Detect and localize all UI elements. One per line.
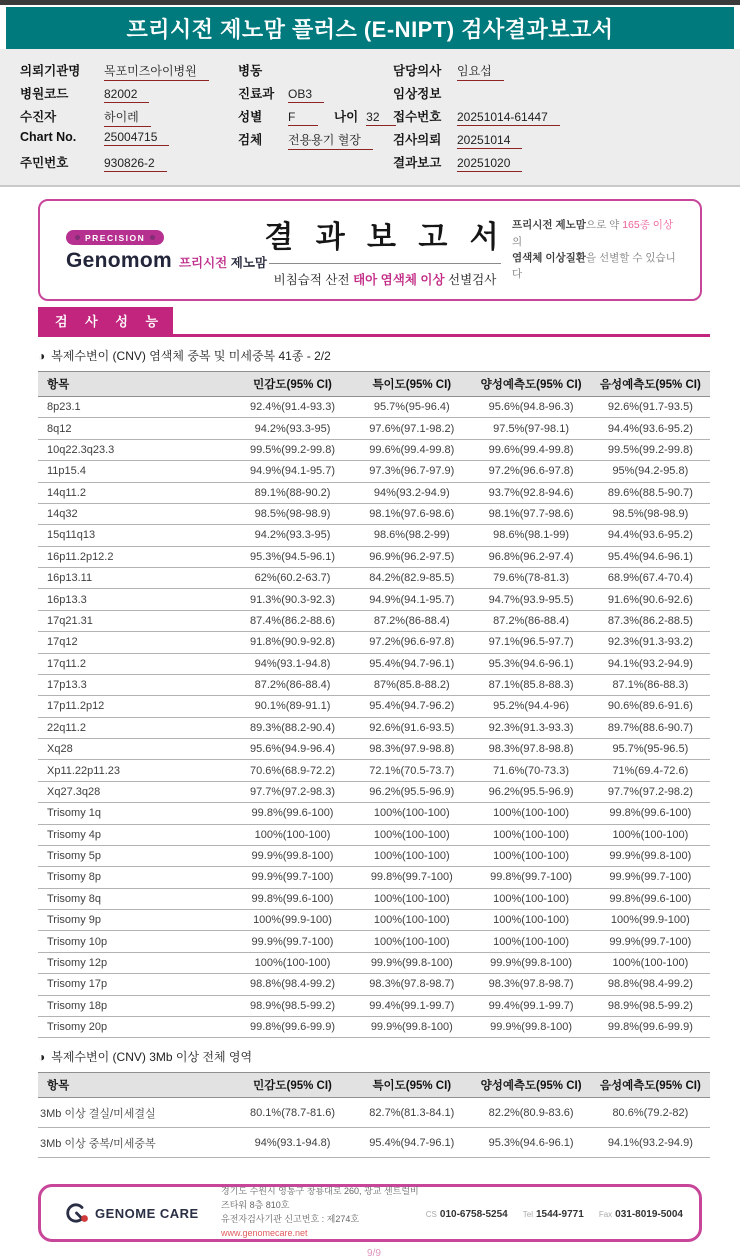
table2-caption	[38, 1048, 710, 1065]
value-cell: 100%(99.9-100)	[591, 910, 710, 931]
info-field	[238, 84, 393, 104]
badge-dot-icon	[150, 235, 155, 240]
patient-info-panel	[0, 49, 740, 187]
value-cell: 68.9%(67.4-70.4)	[591, 568, 710, 589]
item-cell: 3Mb 이상 결실/미세결실	[38, 1098, 233, 1128]
value-cell: 100%(100-100)	[352, 803, 471, 824]
value-cell: 94.4%(93.6-95.2)	[591, 418, 710, 439]
value-cell: 87%(85.8-88.2)	[352, 674, 471, 695]
value-cell: 99.4%(99.1-99.7)	[471, 995, 590, 1016]
value-cell: 99.8%(99.6-100)	[591, 888, 710, 909]
table-row	[38, 974, 710, 995]
info-value: 전용용기 혈장	[288, 131, 373, 150]
table1-head	[38, 372, 710, 397]
value-cell: 92.6%(91.6-93.5)	[352, 717, 471, 738]
value-cell: 95.4%(94.7-96.2)	[352, 696, 471, 717]
value-cell: 100%(100-100)	[233, 824, 352, 845]
table-row	[38, 696, 710, 717]
value-cell: 100%(100-100)	[471, 824, 590, 845]
value-cell: 80.6%(79.2-82)	[591, 1098, 710, 1128]
item-cell: Trisomy 1q	[38, 803, 233, 824]
item-cell: 16p13.3	[38, 589, 233, 610]
footer-box	[38, 1184, 702, 1242]
value-cell: 99.9%(99.8-100)	[471, 952, 590, 973]
info-field	[393, 61, 730, 81]
table-row	[38, 1016, 710, 1037]
info-label: 주민번호	[20, 156, 69, 170]
info-field	[393, 130, 730, 150]
value-cell: 99.6%(99.4-99.8)	[352, 439, 471, 460]
value-cell: 70.6%(68.9-72.2)	[233, 760, 352, 781]
footer-address	[221, 1185, 426, 1241]
item-cell: 10q22.3q23.3	[38, 439, 233, 460]
value-cell: 87.1%(86-88.3)	[591, 674, 710, 695]
info-value: 20251014	[457, 133, 522, 149]
table1-caption	[38, 347, 710, 364]
value-cell: 95.6%(94.9-96.4)	[233, 739, 352, 760]
website-link[interactable]: www.genomecare.net	[221, 1228, 308, 1239]
info-label: Chart No.	[20, 130, 77, 144]
table2-body	[38, 1098, 710, 1158]
value-cell: 89.7%(88.6-90.7)	[591, 717, 710, 738]
value-cell: 98.3%(97.8-98.7)	[352, 974, 471, 995]
info-label: 의뢰기관명	[20, 64, 81, 78]
genomom-logo-korean: 프리시전 제노맘	[178, 256, 267, 270]
column-header: 음성예측도(95% CI)	[591, 372, 710, 397]
value-cell: 98.9%(98.5-99.2)	[591, 995, 710, 1016]
item-cell: Trisomy 8p	[38, 867, 233, 888]
genome-care-logo-text: GENOME CARE	[95, 1205, 199, 1221]
value-cell: 100%(100-100)	[352, 931, 471, 952]
item-cell: 17q12	[38, 632, 233, 653]
header-row	[38, 372, 710, 397]
item-cell: 3Mb 이상 중복/미세중복	[38, 1128, 233, 1158]
table-row	[38, 525, 710, 546]
value-cell: 99.9%(99.8-100)	[352, 952, 471, 973]
value-cell: 72.1%(70.5-73.7)	[352, 760, 471, 781]
value-cell: 97.7%(97.2-98.2)	[591, 781, 710, 802]
value-cell: 100%(100-100)	[352, 910, 471, 931]
info-value: 20251014-61447	[457, 110, 560, 126]
table-row	[38, 952, 710, 973]
genomom-logo: Genomom	[66, 249, 172, 272]
item-cell: 16p11.2p12.2	[38, 546, 233, 567]
half-circle-bullet-icon: ◑	[38, 348, 46, 363]
value-cell: 100%(100-100)	[352, 888, 471, 909]
value-cell: 95.7%(95-96.4)	[352, 397, 471, 418]
value-cell: 99.9%(99.8-100)	[233, 845, 352, 866]
table-row	[38, 503, 710, 524]
cnv-microduplication-performance-table	[38, 371, 710, 1038]
value-cell: 92.4%(91.4-93.3)	[233, 397, 352, 418]
value-cell: 98.3%(97.9-98.8)	[352, 739, 471, 760]
table-row	[38, 546, 710, 567]
value-cell: 99.5%(99.2-99.8)	[591, 439, 710, 460]
info-value: 32	[366, 110, 396, 126]
value-cell: 100%(100-100)	[591, 952, 710, 973]
value-cell: 95.2%(94.4-96)	[471, 696, 590, 717]
genome-care-logo	[63, 1201, 221, 1225]
table2-head	[38, 1073, 710, 1098]
info-field	[238, 107, 393, 127]
table2-caption-text: 복제수변이 (CNV) 3Mb 이상 전체 영역	[51, 1050, 253, 1065]
value-cell: 99.8%(99.6-99.9)	[591, 1016, 710, 1037]
document-body	[0, 199, 710, 1259]
info-label: 검사의뢰	[393, 133, 442, 147]
cnv-3mb-performance-table	[38, 1072, 710, 1158]
item-cell: 8q12	[38, 418, 233, 439]
info-value: 82002	[104, 87, 149, 103]
value-cell: 84.2%(82.9-85.5)	[352, 568, 471, 589]
value-cell: 94.7%(93.9-95.5)	[471, 589, 590, 610]
item-cell: 17q21.31	[38, 610, 233, 631]
value-cell: 99.4%(99.1-99.7)	[352, 995, 471, 1016]
value-cell: 87.4%(86.2-88.6)	[233, 610, 352, 631]
value-cell: 91.3%(90.3-92.3)	[233, 589, 352, 610]
value-cell: 99.8%(99.6-99.9)	[233, 1016, 352, 1037]
value-cell: 97.2%(96.6-97.8)	[352, 632, 471, 653]
report-header-center	[258, 212, 512, 288]
value-cell: 100%(100-100)	[471, 845, 590, 866]
table-row	[38, 888, 710, 909]
item-cell: Xq27.3q28	[38, 781, 233, 802]
value-cell: 95.3%(94.5-96.1)	[233, 546, 352, 567]
value-cell: 100%(100-100)	[471, 888, 590, 909]
value-cell: 95.7%(95-96.5)	[591, 739, 710, 760]
tel-phone: Tel 1544-9771	[522, 1209, 584, 1221]
badge-dot-icon	[75, 235, 80, 240]
item-cell: 14q11.2	[38, 482, 233, 503]
value-cell: 96.2%(95.5-96.9)	[352, 781, 471, 802]
info-field	[20, 153, 238, 173]
value-cell: 94%(93.2-94.9)	[352, 482, 471, 503]
table-row	[38, 632, 710, 653]
value-cell: 96.2%(95.5-96.9)	[471, 781, 590, 802]
table-row	[38, 781, 710, 802]
value-cell: 91.8%(90.9-92.8)	[233, 632, 352, 653]
column-header: 항목	[38, 372, 233, 397]
value-cell: 92.3%(91.3-93.2)	[591, 632, 710, 653]
value-cell: 97.2%(96.6-97.8)	[471, 461, 590, 482]
item-cell: Xp11.22p11.23	[38, 760, 233, 781]
table-row	[38, 910, 710, 931]
info-label: 성별	[238, 110, 263, 124]
value-cell: 90.6%(89.6-91.6)	[591, 696, 710, 717]
value-cell: 98.6%(98.2-99)	[352, 525, 471, 546]
table-row	[38, 418, 710, 439]
value-cell: 99.8%(99.7-100)	[352, 867, 471, 888]
value-cell: 98.1%(97.6-98.6)	[352, 503, 471, 524]
value-cell: 100%(100-100)	[233, 952, 352, 973]
patient-info-column-3	[393, 61, 730, 173]
value-cell: 94%(93.1-94.8)	[233, 653, 352, 674]
value-cell: 94.4%(93.6-95.2)	[591, 525, 710, 546]
item-cell: 14q32	[38, 503, 233, 524]
patient-info-column-2	[238, 61, 393, 173]
item-cell: 17p13.3	[38, 674, 233, 695]
item-cell: Trisomy 17p	[38, 974, 233, 995]
value-cell: 87.2%(86-88.4)	[471, 610, 590, 631]
value-cell: 99.8%(99.6-100)	[591, 803, 710, 824]
value-cell: 100%(100-100)	[471, 910, 590, 931]
half-circle-bullet-icon: ◑	[38, 1049, 46, 1064]
item-cell: 17p11.2p12	[38, 696, 233, 717]
value-cell: 98.5%(98-98.9)	[233, 503, 352, 524]
report-title: 프리시전 제노맘 플러스 (E-NIPT) 검사결과보고서	[126, 16, 614, 42]
info-label: 임상정보	[393, 87, 442, 101]
info-value: OB3	[288, 87, 324, 103]
table-row	[38, 824, 710, 845]
value-cell: 94.9%(94.1-95.7)	[352, 589, 471, 610]
patient-info-column-1	[20, 61, 238, 173]
value-cell: 94.9%(94.1-95.7)	[233, 461, 352, 482]
value-cell: 99.9%(99.7-100)	[233, 931, 352, 952]
info-label: 진료과	[238, 87, 275, 101]
value-cell: 99.5%(99.2-99.8)	[233, 439, 352, 460]
table-row	[38, 995, 710, 1016]
item-cell: 17q11.2	[38, 653, 233, 674]
value-cell: 100%(100-100)	[352, 824, 471, 845]
value-cell: 98.6%(98.1-99)	[471, 525, 590, 546]
value-cell: 89.6%(88.5-90.7)	[591, 482, 710, 503]
info-value: 임요섭	[457, 62, 504, 81]
value-cell: 98.3%(97.8-98.7)	[471, 974, 590, 995]
value-cell: 99.9%(99.8-100)	[591, 845, 710, 866]
info-field	[20, 84, 238, 104]
value-cell: 99.9%(99.8-100)	[352, 1016, 471, 1037]
value-cell: 100%(99.9-100)	[233, 910, 352, 931]
value-cell: 71%(69.4-72.6)	[591, 760, 710, 781]
info-field	[393, 107, 730, 127]
item-cell: Trisomy 9p	[38, 910, 233, 931]
item-cell: 11p15.4	[38, 461, 233, 482]
value-cell: 95.4%(94.7-96.1)	[352, 1128, 471, 1158]
value-cell: 89.1%(88-90.2)	[233, 482, 352, 503]
column-header: 민감도(95% CI)	[233, 1073, 352, 1098]
item-cell: 16p13.11	[38, 568, 233, 589]
value-cell: 95.6%(94.8-96.3)	[471, 397, 590, 418]
item-cell: Trisomy 12p	[38, 952, 233, 973]
value-cell: 94%(93.1-94.8)	[233, 1128, 352, 1158]
value-cell: 96.9%(96.2-97.5)	[352, 546, 471, 567]
column-header: 양성예측도(95% CI)	[471, 1073, 590, 1098]
info-value: 930826-2	[104, 156, 167, 172]
genomom-logo-line	[66, 249, 267, 273]
title-divider	[269, 263, 501, 264]
table1-body	[38, 397, 710, 1038]
cs-phone: CS 010-6758-5254	[425, 1209, 508, 1221]
value-cell: 87.3%(86.2-88.5)	[591, 610, 710, 631]
value-cell: 98.3%(97.8-98.8)	[471, 739, 590, 760]
item-cell: Trisomy 10p	[38, 931, 233, 952]
info-field	[238, 61, 393, 81]
value-cell: 95.3%(94.6-96.1)	[471, 1128, 590, 1158]
value-cell: 92.6%(91.7-93.5)	[591, 397, 710, 418]
result-report-title: 결 과 보 고 서	[264, 221, 506, 254]
table-row	[38, 1098, 710, 1128]
item-cell: Trisomy 5p	[38, 845, 233, 866]
table1-caption-text: 복제수변이 (CNV) 염색체 중복 및 미세중복 41종 - 2/2	[51, 349, 331, 363]
page-number: 9/9	[367, 1248, 381, 1259]
value-cell: 98.5%(98-98.9)	[591, 503, 710, 524]
value-cell: 95.4%(94.7-96.1)	[352, 653, 471, 674]
info-value: 목포미즈아이병원	[104, 62, 209, 81]
value-cell: 87.2%(86-88.4)	[352, 610, 471, 631]
table-row	[38, 931, 710, 952]
value-cell: 91.6%(90.6-92.6)	[591, 589, 710, 610]
value-cell: 98.1%(97.7-98.6)	[471, 503, 590, 524]
section-title-badge: 검 사 성 능	[38, 307, 173, 334]
item-cell: 8p23.1	[38, 397, 233, 418]
value-cell: 93.7%(92.8-94.6)	[471, 482, 590, 503]
value-cell: 82.2%(80.9-83.6)	[471, 1098, 590, 1128]
value-cell: 94.1%(93.2-94.9)	[591, 1128, 710, 1158]
info-field	[238, 130, 393, 150]
table-row	[38, 803, 710, 824]
item-cell: 22q11.2	[38, 717, 233, 738]
info-field	[20, 107, 238, 127]
value-cell: 95.4%(94.6-96.1)	[591, 546, 710, 567]
value-cell: 97.6%(97.1-98.2)	[352, 418, 471, 439]
value-cell: 100%(100-100)	[591, 824, 710, 845]
value-cell: 99.9%(99.7-100)	[591, 867, 710, 888]
value-cell: 87.1%(85.8-88.3)	[471, 674, 590, 695]
info-label: 수진자	[20, 110, 57, 124]
column-header: 특이도(95% CI)	[352, 372, 471, 397]
table-row	[38, 461, 710, 482]
column-header: 항목	[38, 1073, 233, 1098]
info-label: 병원코드	[20, 87, 69, 101]
table-row	[38, 739, 710, 760]
value-cell: 99.9%(99.7-100)	[233, 867, 352, 888]
item-cell: Trisomy 18p	[38, 995, 233, 1016]
info-field	[20, 61, 238, 81]
info-label: 검체	[238, 133, 263, 147]
item-cell: 15q11q13	[38, 525, 233, 546]
item-cell: Trisomy 8q	[38, 888, 233, 909]
column-header: 양성예측도(95% CI)	[471, 372, 590, 397]
item-cell: Trisomy 4p	[38, 824, 233, 845]
value-cell: 62%(60.2-63.7)	[233, 568, 352, 589]
item-cell: Xq28	[38, 739, 233, 760]
info-value: 25004715	[104, 130, 169, 146]
value-cell: 100%(100-100)	[352, 845, 471, 866]
value-cell: 99.9%(99.8-100)	[471, 1016, 590, 1037]
value-cell: 99.8%(99.6-100)	[233, 888, 352, 909]
info-value: F	[288, 110, 318, 126]
precision-badge	[66, 230, 164, 245]
info-label: 결과보고	[393, 156, 442, 170]
value-cell: 98.9%(98.5-99.2)	[233, 995, 352, 1016]
value-cell: 89.3%(88.2-90.4)	[233, 717, 352, 738]
value-cell: 94.1%(93.2-94.9)	[591, 653, 710, 674]
info-label: 병동	[238, 64, 263, 78]
value-cell: 82.7%(81.3-84.1)	[352, 1098, 471, 1128]
fax-phone: Fax 031-8019-5004	[598, 1209, 683, 1221]
info-label: 접수번호	[393, 110, 442, 124]
column-header: 민감도(95% CI)	[233, 372, 352, 397]
table-row	[38, 717, 710, 738]
info-label: 담당의사	[393, 64, 442, 78]
value-cell: 95%(94.2-95.8)	[591, 461, 710, 482]
value-cell: 97.7%(97.2-98.3)	[233, 781, 352, 802]
precision-badge-label: PRECISION	[85, 232, 146, 243]
table-row	[38, 760, 710, 781]
item-cell: Trisomy 20p	[38, 1016, 233, 1037]
value-cell: 99.6%(99.4-99.8)	[471, 439, 590, 460]
value-cell: 97.1%(96.5-97.7)	[471, 632, 590, 653]
value-cell: 98.8%(98.4-99.2)	[233, 974, 352, 995]
value-cell: 80.1%(78.7-81.6)	[233, 1098, 352, 1128]
value-cell: 92.3%(91.3-93.3)	[471, 717, 590, 738]
table-row	[38, 867, 710, 888]
table-row	[38, 610, 710, 631]
table-row	[38, 674, 710, 695]
genomom-brand	[66, 227, 267, 273]
info-value: 하이레	[104, 108, 151, 127]
genome-care-g-icon	[63, 1201, 89, 1225]
value-cell: 87.2%(86-88.4)	[233, 674, 352, 695]
table-row	[38, 568, 710, 589]
report-title-banner	[6, 7, 734, 49]
header-row	[38, 1073, 710, 1098]
info-field	[393, 153, 730, 173]
table-row	[38, 653, 710, 674]
value-cell: 97.3%(96.7-97.9)	[352, 461, 471, 482]
info-field	[393, 84, 730, 104]
value-cell: 90.1%(89-91.1)	[233, 696, 352, 717]
value-cell: 79.6%(78-81.3)	[471, 568, 590, 589]
footer-address-line2: 유전자검사기관 신고번호 : 제274호	[221, 1214, 360, 1225]
table-row	[38, 397, 710, 418]
info-field	[20, 130, 238, 150]
value-cell: 96.8%(96.2-97.4)	[471, 546, 590, 567]
section-header-rule	[38, 312, 710, 337]
table-row	[38, 482, 710, 503]
value-cell: 99.8%(99.7-100)	[471, 867, 590, 888]
column-header: 특이도(95% CI)	[352, 1073, 471, 1098]
value-cell: 100%(100-100)	[471, 931, 590, 952]
report-header-note: 프리시전 제노맘으로 약 165종 이상의 염색체 이상질환을 선별할 수 있습니다	[512, 219, 676, 281]
window-top-strip	[0, 0, 740, 5]
value-cell: 95.3%(94.6-96.1)	[471, 653, 590, 674]
value-cell: 94.2%(93.3-95)	[233, 525, 352, 546]
value-cell: 71.6%(70-73.3)	[471, 760, 590, 781]
result-report-subtitle: 비침습적 산전 태아 염색체 이상 선별검사	[273, 273, 497, 287]
value-cell: 99.8%(99.6-100)	[233, 803, 352, 824]
table-row	[38, 845, 710, 866]
value-cell: 100%(100-100)	[471, 803, 590, 824]
info-value: 20251020	[457, 156, 522, 172]
value-cell: 98.8%(98.4-99.2)	[591, 974, 710, 995]
table-row	[38, 589, 710, 610]
value-cell: 97.5%(97-98.1)	[471, 418, 590, 439]
table-row	[38, 439, 710, 460]
table-row	[38, 1128, 710, 1158]
footer-address-line1: 경기도 수원시 영통구 창룡대로 260, 광교 센트럴비즈타워 8층 810호	[221, 1186, 419, 1211]
column-header: 음성예측도(95% CI)	[591, 1073, 710, 1098]
footer-contact	[426, 1204, 683, 1222]
report-header-box	[38, 199, 702, 301]
info-label: 나이	[334, 110, 359, 124]
value-cell: 99.9%(99.7-100)	[591, 931, 710, 952]
value-cell: 94.2%(93.3-95)	[233, 418, 352, 439]
